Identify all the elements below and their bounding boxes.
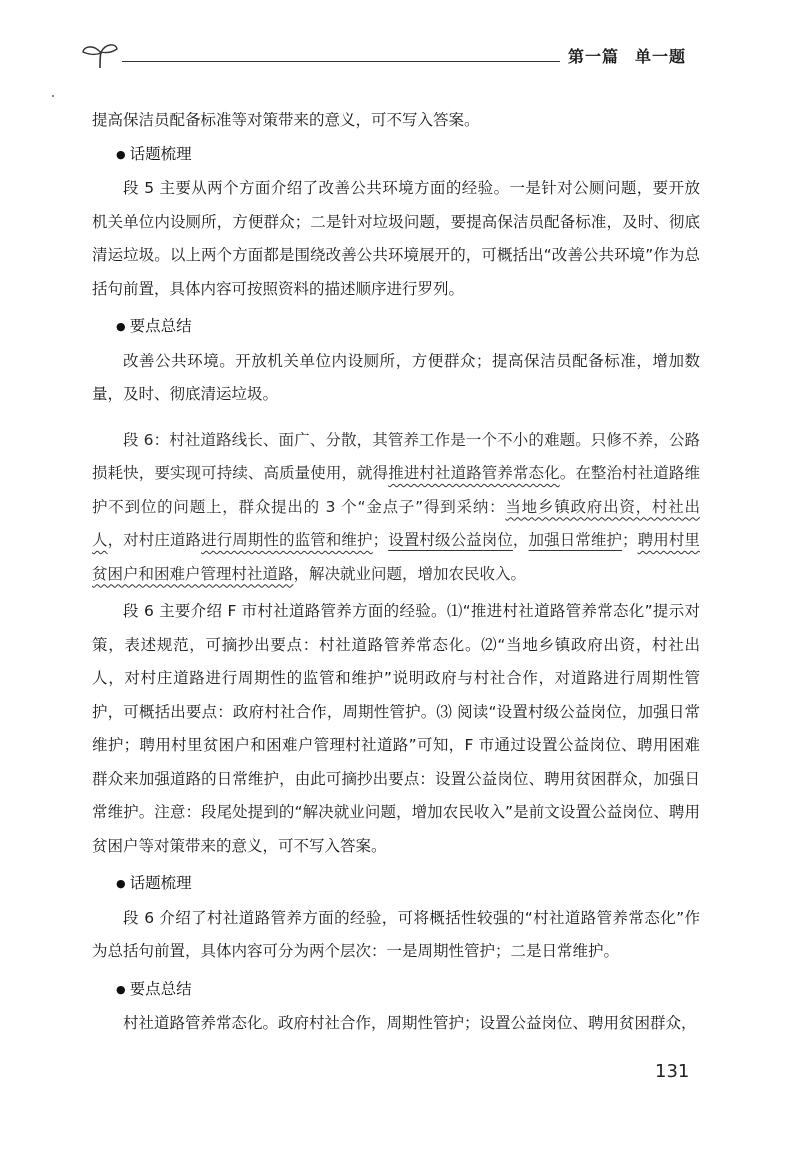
header-chapter: 单一题: [635, 47, 687, 66]
paragraph-6: 段 6 介绍了村社道路管养方面的经验，可将概括性较强的“村社道路管养常态化”作为总括句前置，具体内容可分为两个层次：一是周期性管护；二是日常维护。: [92, 908, 700, 960]
header-title: [560, 44, 702, 67]
underlined-phrase: 加强日常维护: [528, 531, 623, 549]
page-body: [92, 104, 700, 1041]
running-header: [62, 38, 712, 78]
paragraph-3: 改善公共环境。开放机关单位内设厕所，方便群众；提高保洁员配备标准，增加数量，及时、彻底清运垃圾。: [92, 351, 700, 403]
bullet-label: 话题梳理: [129, 874, 192, 892]
bullet-label: 要点总结: [129, 979, 192, 998]
underlined-phrase: 聘用村里贫困户和困难户管理村社道路: [92, 531, 700, 583]
bullet-summary-1: [92, 310, 700, 345]
source-text: ，解决就业问题，增加农民收入。: [293, 564, 527, 583]
source-paragraph: [92, 424, 700, 592]
bullet-topic-2: [92, 867, 700, 902]
bullet-label: 话题梳理: [129, 144, 192, 163]
source-text: ，对村庄道路: [107, 531, 202, 549]
bullet-topic-1: [92, 138, 700, 173]
paragraph-7: 村社道路管养常态化。政府村社合作，周期性管护；设置公益岗位、聘用贫困群众，: [123, 1014, 697, 1032]
underlined-phrase: 推进村社道路管养常态化: [388, 464, 560, 482]
paragraph-1: 提高保洁员配备标准等对策带来的意义，可不写入答案。: [92, 111, 480, 129]
page-number: 131: [655, 1061, 690, 1082]
source-text: ，: [512, 531, 529, 549]
scan-speck: [52, 95, 54, 97]
header-rule: [122, 61, 600, 62]
source-text: ；: [622, 531, 638, 549]
paragraph-2: 段 5 主要从两个方面介绍了改善公共环境方面的经验。一是针对公厕问题，要开放机关单位内设厕所，方便群众；二是针对垃圾问题，要提高保洁员配备标准，及时、彻底清运垃圾。以上两个方面都是围绕改善公共环境展开的，可概括出“改善公共环境”作为总括句前置，具体内容可按照资料的描述顺序进行罗列。: [92, 179, 700, 298]
sprout-icon: [80, 40, 120, 70]
header-part: 第一篇: [568, 47, 620, 66]
underlined-phrase: 进行周期性的监管和维护: [201, 531, 373, 549]
underlined-phrase: 当地乡镇政府出资，村社出人: [92, 497, 700, 549]
paragraph-5: 段 6 主要介绍 F 市村社道路管养方面的经验。⑴“推进村社道路管养常态化”提示对策，表述规范，可摘抄出要点：村社道路管养常态化。⑵“当地乡镇政府出资，村社出人，对村庄道路进行周期性的监管和维护”说明政府与村社合作，对道路进行周期性管护，可概括出要点：政府村社合作，周期性管护。⑶ 阅读“设置村级公益岗位，加强日常维护；聘用村里贫困户和困难户管理村社道路”可知，F 市通过设置公益岗位、聘用困难群众来加强道路的日常维护，由此可摘抄出要点：设置公益岗位、聘用贫困群众，加强日常维护。注意：段尾处提到的“解决就业问题，增加农民收入”是前文设置公益岗位、聘用贫困户等对策带来的意义，可不写入答案。: [92, 602, 700, 855]
source-text: 段 6：村社道路线长、面广、分散，其管养工作是一个不小的难题。只修不养，公路损耗快，要实现可持续、高质量使用，就得: [92, 430, 700, 482]
source-text: 。在整治村社道路维护不到位的问题上，群众提出的 3 个“金点子”得到采纳：: [92, 464, 700, 516]
underlined-phrase: 设置村级公益岗位: [388, 531, 513, 549]
source-text: ；: [372, 531, 389, 549]
bullet-label: 要点总结: [129, 317, 192, 335]
bullet-summary-2: [92, 973, 700, 1008]
